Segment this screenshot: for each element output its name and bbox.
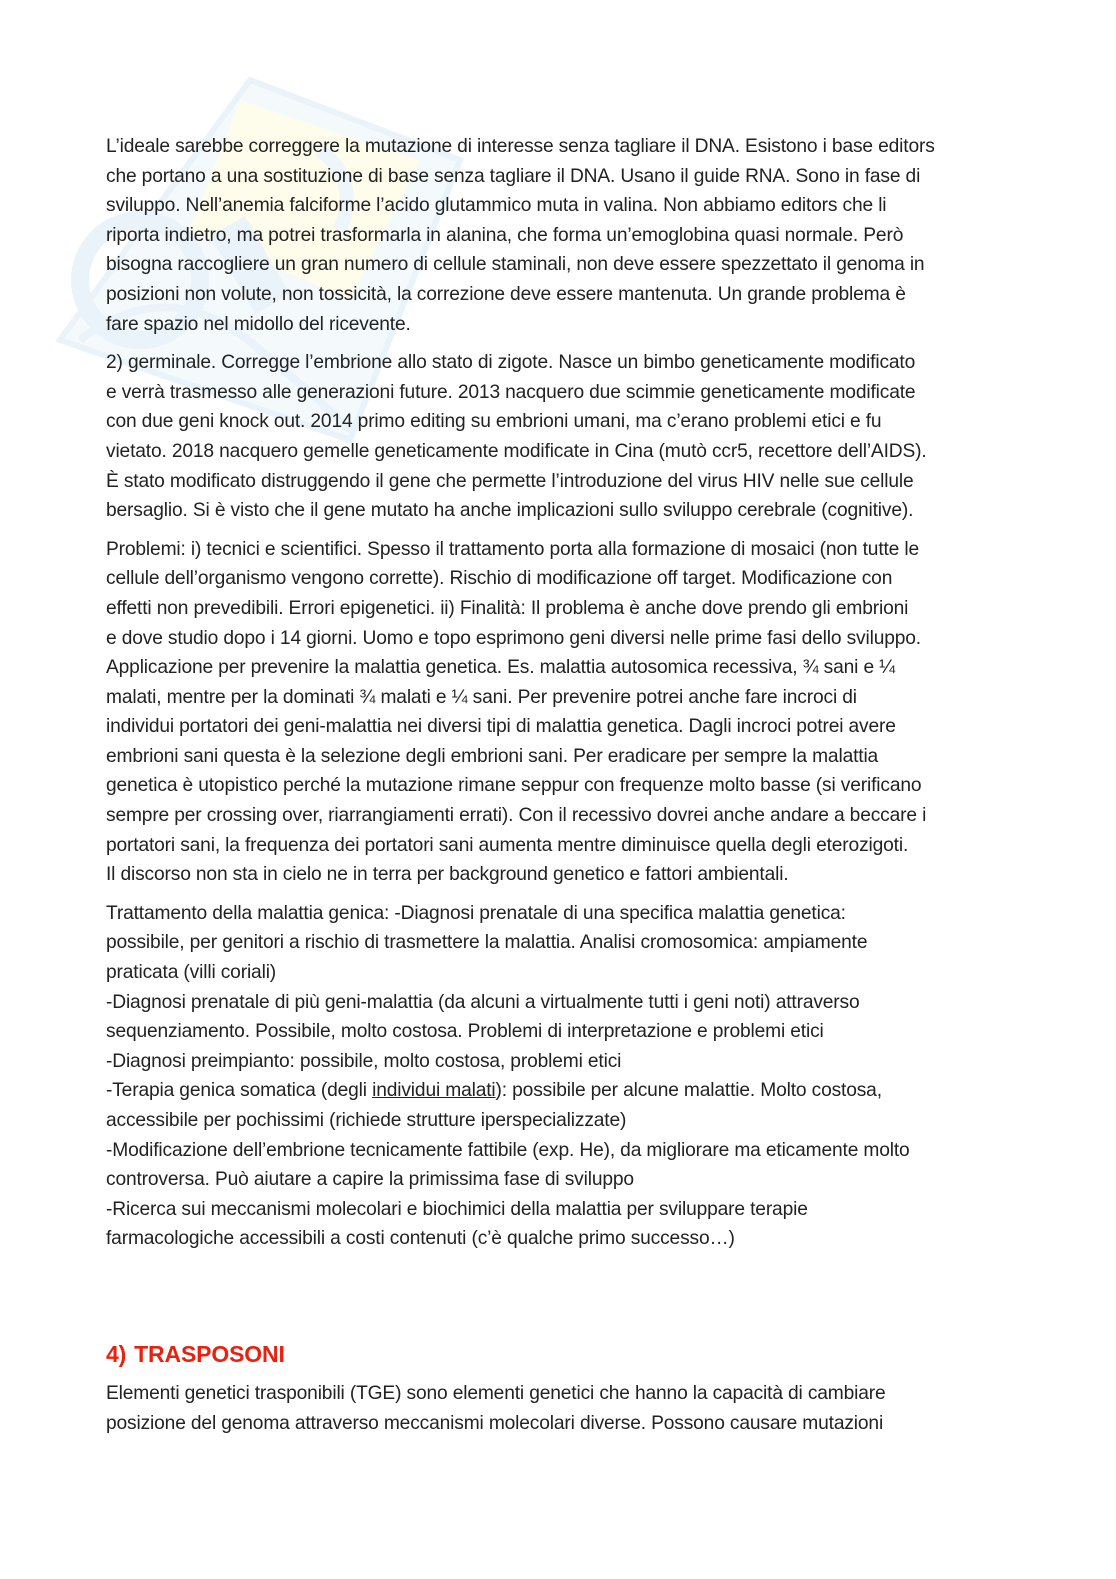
text-line: vietato. 2018 nacquero gemelle geneticamente modificate in Cina (mutò ccr5, recettore dell’AIDS).	[106, 440, 927, 462]
text-line: fare spazio nel midollo del ricevente.	[106, 313, 411, 335]
text-line: -Diagnosi preimpianto: possibile, molto costosa, problemi etici	[106, 1050, 622, 1072]
text-line: e dove studio dopo i 14 giorni. Uomo e topo esprimono geni diversi nelle prime fasi dello sviluppo.	[106, 627, 921, 649]
text-line: Il discorso non sta in cielo ne in terra per background genetico e fattori ambientali.	[106, 864, 789, 886]
paragraph-trattamento	[106, 899, 1016, 1254]
text-line: possibile, per genitori a rischio di trasmettere la malattia. Analisi cromosomica: ampiamente	[106, 932, 868, 954]
text-line: con due geni knock out. 2014 primo editing su embrioni umani, ma c’erano problemi etici e fu	[106, 411, 882, 433]
text-line: posizione del genoma attraverso meccanismi molecolari diverse. Possono causare mutazioni	[106, 1412, 884, 1434]
section-heading-trasposoni	[106, 1339, 1016, 1369]
text-line: -Diagnosi prenatale di più geni-malattia (da alcuni a virtualmente tutti i geni noti) attraverso	[106, 991, 860, 1013]
text-line: bisogna raccogliere un gran numero di cellule staminali, non deve essere spezzettato il genoma in	[106, 254, 925, 276]
text-line: sempre per crossing over, riarrangiamenti errati). Con il recessivo dovrei anche andare a beccare i	[106, 805, 927, 827]
therapy-line	[106, 1076, 1016, 1106]
text-line: che portano a una sostituzione di base senza tagliare il DNA. Usano il guide RNA. Sono in fase di	[106, 165, 921, 187]
text-line: e verrà trasmesso alle generazioni future. 2013 nacquero due scimmie geneticamente modificate	[106, 381, 916, 403]
text-line: farmacologiche accessibili a costi contenuti (c’è qualche primo successo…)	[106, 1228, 735, 1250]
therapy-line-before: -Terapia genica somatica (degli	[106, 1080, 373, 1102]
text-line: effetti non prevedibili. Errori epigenetici. ii) Finalità: Il problema è anche dove prendo gli embrioni	[106, 597, 909, 619]
underlined-text: individui malati	[372, 1080, 496, 1102]
text-line: È stato modificato distruggendo il gene che permette l’introduzione del virus HIV nelle sue cellule	[106, 470, 914, 492]
text-line: L’ideale sarebbe correggere la mutazione di interesse senza tagliare il DNA. Esistono i base editors	[106, 136, 935, 157]
text-line: portatori sani, la frequenza dei portatori sani aumenta mentre diminuisce quella degli eterozigoti.	[106, 834, 909, 856]
text-line: genetica è utopistico perché la mutazione rimane seppur con frequenze molto basse (si verificano	[106, 775, 922, 797]
text-line: 2) germinale. Corregge l’embrione allo stato di zigote. Nasce un bimbo geneticamente modificato	[106, 352, 916, 374]
text-line: -Modificazione dell’embrione tecnicamente fattibile (exp. He), da migliorare ma eticamente molto	[106, 1139, 910, 1161]
text-line: sviluppo. Nell’anemia falciforme l’acido glutammico muta in valina. Non abbiamo editors che li	[106, 195, 887, 217]
text-line: Trattamento della malattia genica: -Diagnosi prenatale di una specifica malattia genetica:	[106, 902, 846, 924]
text-line: sequenziamento. Possibile, molto costosa. Problemi di interpretazione e problemi etici	[106, 1021, 824, 1043]
text-line: bersaglio. Si è visto che il gene mutato ha anche implicazioni sullo sviluppo cerebrale (cognitive).	[106, 500, 914, 522]
text-line: Elementi genetici trasponibili (TGE) sono elementi genetici che hanno la capacità di cambiare	[106, 1382, 886, 1404]
text-line: praticata (villi coriali)	[106, 962, 277, 984]
text-line: individui portatori dei geni-malattia nei diversi tipi di malattia genetica. Dagli incroci potrei avere	[106, 716, 896, 738]
paragraph-germinale	[106, 348, 1016, 526]
section-title: TRASPOSONI	[134, 1340, 285, 1367]
text-line: riporta indietro, ma potrei trasformarla in alanina, che forma un’emoglobina quasi normale. Però	[106, 224, 904, 246]
section-number: 4)	[106, 1340, 127, 1367]
text-line: cellule dell’organismo vengono corrette). Rischio di modificazione off target. Modificazione con	[106, 568, 893, 590]
text-line: -Ricerca sui meccanismi molecolari e biochimici della malattia per sviluppare terapie	[106, 1198, 808, 1220]
text-line: Problemi: i) tecnici e scientifici. Spesso il trattamento porta alla formazione di mosaici (non tutte le	[106, 538, 920, 560]
therapy-line-after: ): possibile per alcune malattie. Molto costosa,	[495, 1080, 882, 1102]
paragraph-tge	[106, 1379, 1016, 1438]
text-line: posizioni non volute, non tossicità, la correzione deve essere mantenuta. Un grande problema è	[106, 283, 906, 305]
text-line: embrioni sani questa è la selezione degli embrioni sani. Per eradicare per sempre la malattia	[106, 745, 879, 767]
paragraph-problemi	[106, 535, 1016, 890]
text-line: malati, mentre per la dominati ¾ malati e ¼ sani. Per prevenire potrei anche fare incroci di	[106, 686, 857, 708]
section-spacer	[106, 1263, 1016, 1339]
paragraph-base-editors	[106, 132, 1016, 339]
text-line: controversa. Può aiutare a capire la primissima fase di sviluppo	[106, 1169, 634, 1191]
page-content	[106, 132, 1016, 1447]
text-line: accessibile per pochissimi (richiede strutture iperspecializzate)	[106, 1110, 627, 1131]
text-line: Applicazione per prevenire la malattia genetica. Es. malattia autosomica recessiva, ¾ sani e ¼	[106, 657, 895, 679]
